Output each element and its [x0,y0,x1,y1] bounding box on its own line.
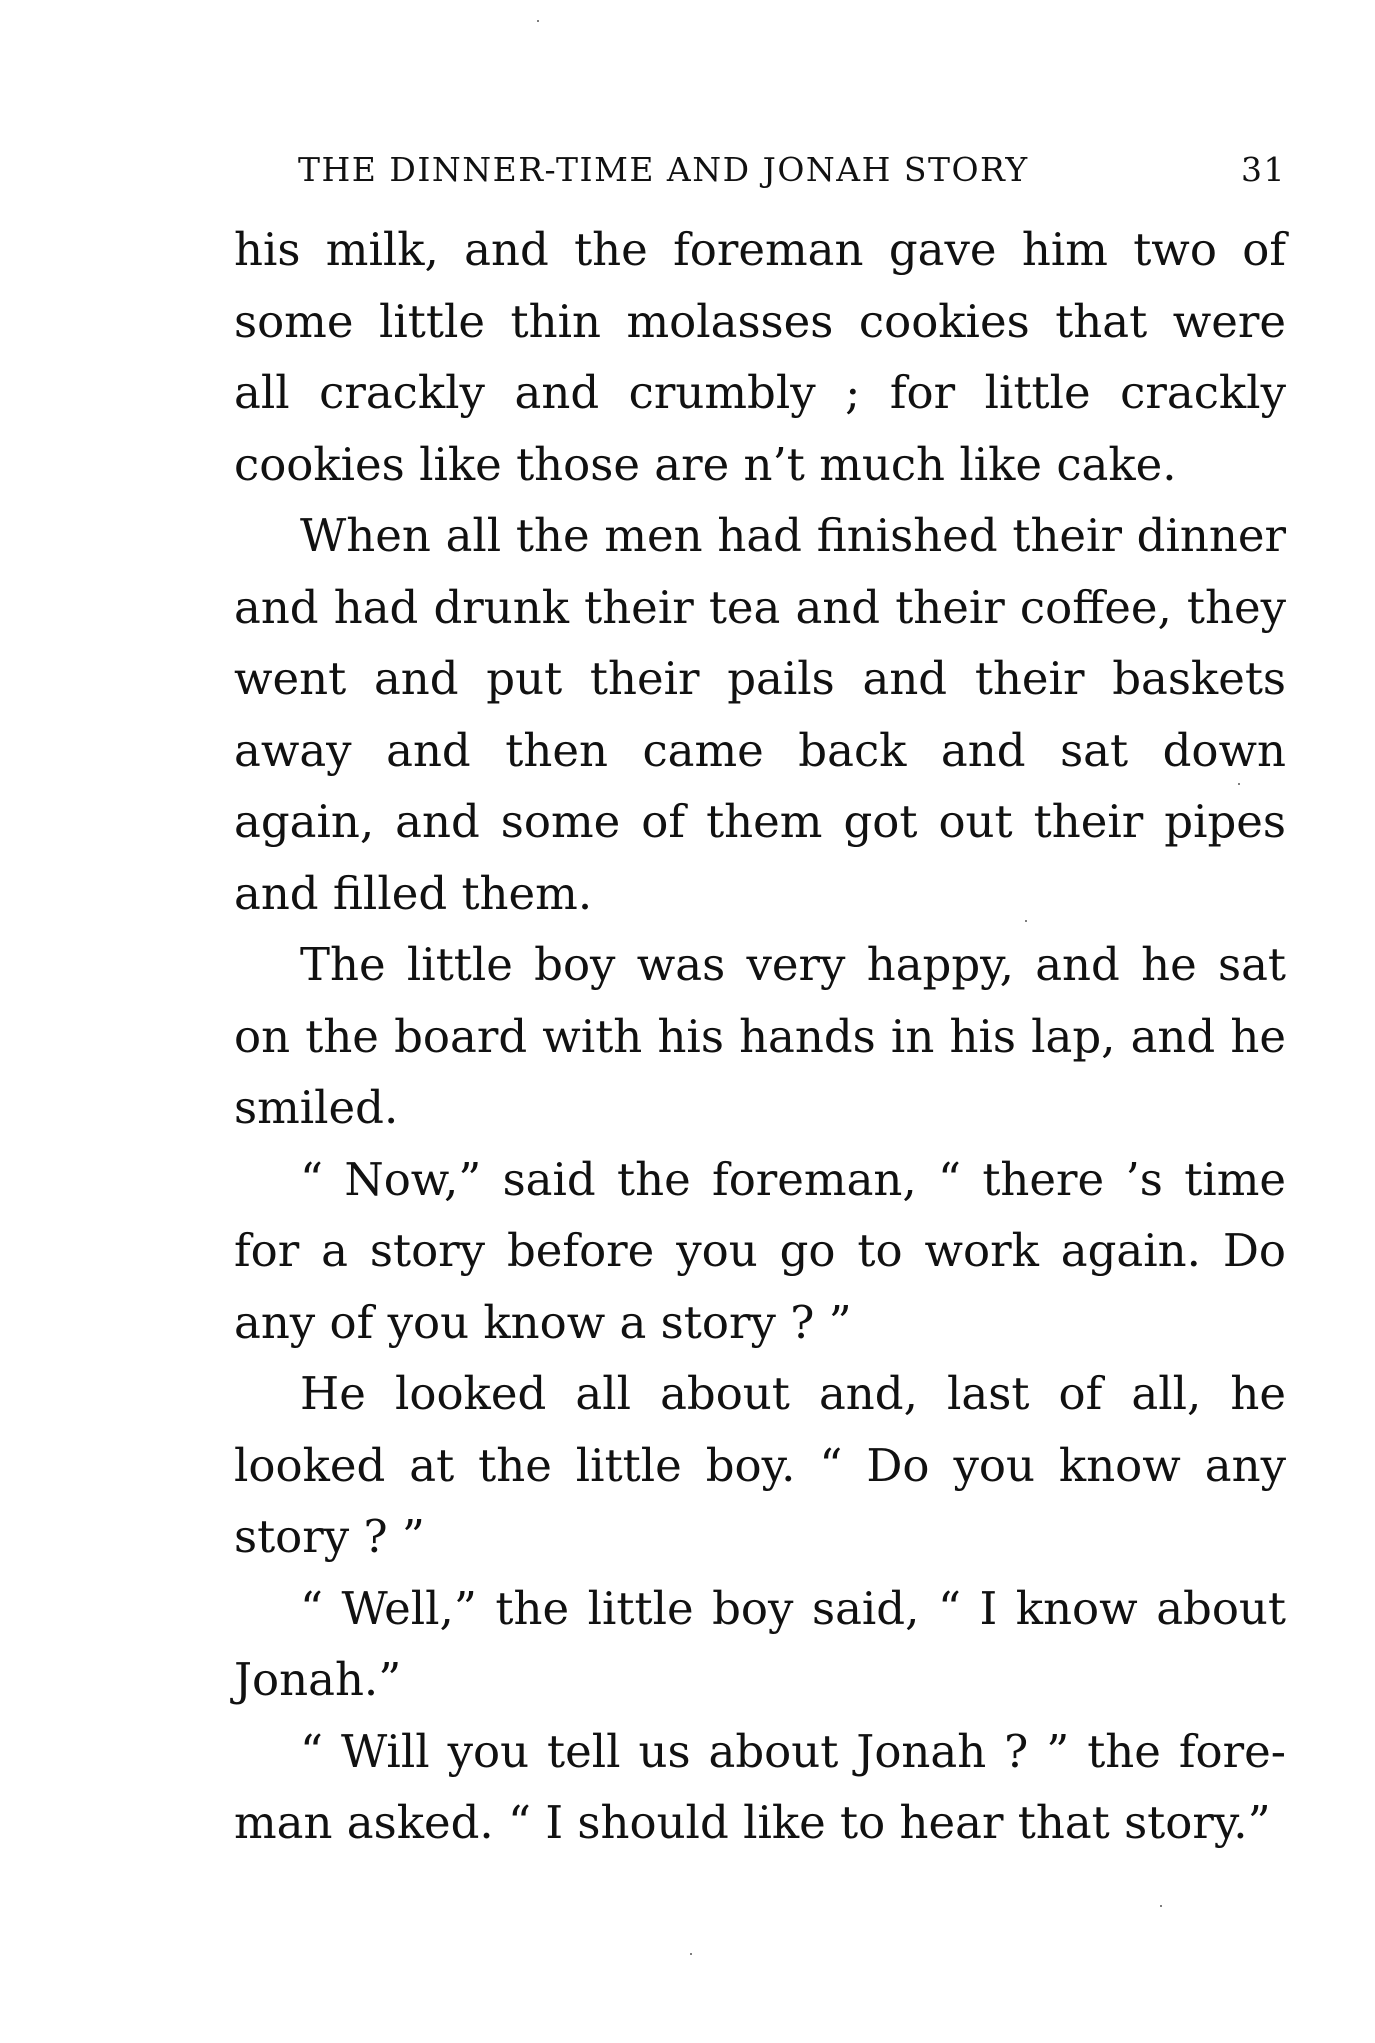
book-page [234,140,1286,1859]
paragraph: He looked all about and, last of all, he looked at the little boy. “ Do you know any story ? ” [234,1367,1286,1563]
print-speck [690,1953,692,1955]
running-head [234,140,1286,200]
paragraph: When all the men had finished their dinner and had drunk their tea and their coffee, they went and put their pails and their baskets away and then came back and sat down again, and some of them got out their pipes and filled them. [234,509,1286,920]
chapter-title: THE DINNER-TIME AND JONAH STORY [298,150,1029,189]
paragraph: “ Now,” said the foreman, “ there ’s time for a story before you go to work again. Do any of you know a story ? ” [234,1152,1286,1349]
print-speck [1160,1905,1162,1907]
paragraph: The little boy was very happy, and he sat on the board with his hands in his lap, and he smiled. [234,938,1286,1134]
paragraph: his milk, and the foreman gave him two of some little thin molasses cookies that were all crackly and crumbly ; for little crackly cookies like those are n’t much like cake. [234,223,1286,491]
body-text [234,214,1286,1859]
print-speck [1025,920,1027,922]
paragraph: “ Well,” the little boy said, “ I know about Jonah.” [234,1581,1286,1706]
print-speck [1238,783,1240,785]
print-speck [537,20,539,22]
page-number: 31 [1241,150,1286,189]
paragraph: “ Will you tell us about Jonah ? ” the foreman asked. “ I should like to hear that story.” [234,1724,1286,1849]
